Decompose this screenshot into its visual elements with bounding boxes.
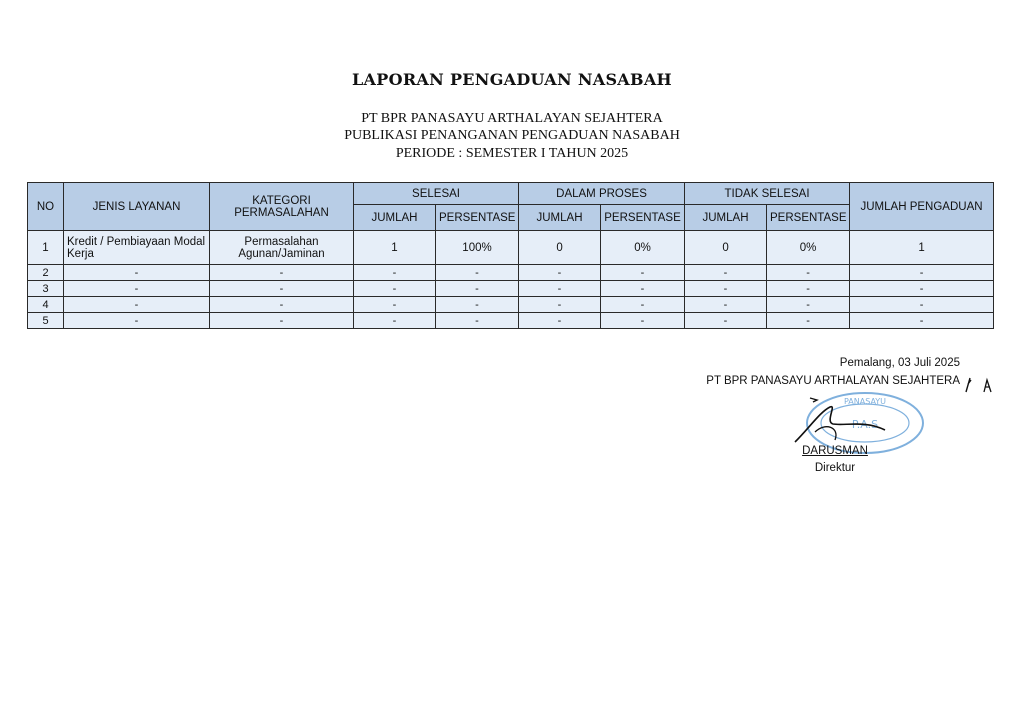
row-jumlah-pengaduan: 1 <box>850 231 994 265</box>
row-jumlah-pengaduan: - <box>850 281 994 297</box>
row-no: 3 <box>28 281 64 297</box>
row-selesai-persentase: - <box>436 313 519 329</box>
row-tidak-jumlah: - <box>685 265 767 281</box>
header-proses-persentase: PERSENTASE <box>601 205 685 231</box>
signer-role: Direktur <box>814 462 856 474</box>
row-tidak-jumlah: - <box>685 281 767 297</box>
row-selesai-persentase: - <box>436 297 519 313</box>
signer-name: DARUSMAN <box>802 445 868 457</box>
row-jumlah-pengaduan: - <box>850 265 994 281</box>
row-proses-jumlah: - <box>519 281 601 297</box>
header-selesai-jumlah: JUMLAH <box>354 205 436 231</box>
row-no: 4 <box>28 297 64 313</box>
row-kategori: - <box>210 265 354 281</box>
publication-line: PUBLIKASI PENANGANAN PENGADUAN NASABAH <box>344 128 680 143</box>
svg-text:PANASAYU: PANASAYU <box>843 397 887 406</box>
row-no: 2 <box>28 265 64 281</box>
row-jenis-layanan: - <box>64 265 210 281</box>
row-selesai-jumlah: - <box>354 281 436 297</box>
row-no: 1 <box>28 231 64 265</box>
row-tidak-persentase: - <box>767 313 850 329</box>
header-selesai-persentase: PERSENTASE <box>436 205 519 231</box>
table-row <box>28 297 994 313</box>
report-title: LAPORAN PENGADUAN NASABAH <box>352 70 672 89</box>
signature-company: PT BPR PANASAYU ARTHALAYAN SEJAHTERA <box>706 375 960 387</box>
row-proses-persentase: - <box>601 313 685 329</box>
header-kategori: KATEGORI PERMASALAHAN <box>210 183 354 231</box>
row-tidak-jumlah: - <box>685 313 767 329</box>
row-proses-persentase: - <box>601 265 685 281</box>
row-kategori: Permasalahan Agunan/Jaminan <box>210 231 354 265</box>
header-group-selesai: SELESAI <box>354 183 519 205</box>
row-selesai-persentase: 100% <box>436 231 519 265</box>
row-selesai-jumlah: 1 <box>354 231 436 265</box>
row-tidak-jumlah: - <box>685 297 767 313</box>
header-tidak-persentase: PERSENTASE <box>767 205 850 231</box>
header-tidak-jumlah: JUMLAH <box>685 205 767 231</box>
row-selesai-jumlah: - <box>354 265 436 281</box>
row-jenis-layanan: - <box>64 297 210 313</box>
place-date: Pemalang, 03 Juli 2025 <box>839 357 960 369</box>
row-proses-jumlah: - <box>519 297 601 313</box>
row-proses-persentase: 0% <box>601 231 685 265</box>
row-proses-jumlah: 0 <box>519 231 601 265</box>
row-tidak-persentase: - <box>767 265 850 281</box>
table-row <box>28 265 994 281</box>
table-row <box>28 281 994 297</box>
row-kategori: - <box>210 297 354 313</box>
row-selesai-persentase: - <box>436 265 519 281</box>
svg-text:P.A.S: P.A.S <box>851 418 879 431</box>
header-group-tidak-selesai: TIDAK SELESAI <box>685 183 850 205</box>
row-proses-persentase: - <box>601 281 685 297</box>
header-no: NO <box>28 183 64 231</box>
header-jumlah-pengaduan: JUMLAH PENGADUAN <box>850 183 994 231</box>
header-group-dalam-proses: DALAM PROSES <box>519 183 685 205</box>
row-selesai-jumlah: - <box>354 313 436 329</box>
row-tidak-jumlah: 0 <box>685 231 767 265</box>
header-jenis-layanan: JENIS LAYANAN <box>64 183 210 231</box>
row-tidak-persentase: 0% <box>767 231 850 265</box>
table-row <box>28 231 994 265</box>
company-name: PT BPR PANASAYU ARTHALAYAN SEJAHTERA <box>361 111 663 126</box>
row-jenis-layanan: Kredit / Pembiayaan Modal Kerja <box>64 231 210 265</box>
row-no: 5 <box>28 313 64 329</box>
row-tidak-persentase: - <box>767 297 850 313</box>
row-tidak-persentase: - <box>767 281 850 297</box>
row-selesai-jumlah: - <box>354 297 436 313</box>
header-proses-jumlah: JUMLAH <box>519 205 601 231</box>
director-signature <box>785 392 905 452</box>
row-jumlah-pengaduan: - <box>850 297 994 313</box>
row-kategori: - <box>210 313 354 329</box>
row-proses-jumlah: - <box>519 265 601 281</box>
header-row-top <box>28 183 994 205</box>
table-row <box>28 313 994 329</box>
initials-mark <box>962 370 1002 396</box>
row-jenis-layanan: - <box>64 281 210 297</box>
period-line: PERIODE : SEMESTER I TAHUN 2025 <box>395 146 629 161</box>
row-jumlah-pengaduan: - <box>850 313 994 329</box>
complaint-table <box>27 182 994 329</box>
row-proses-persentase: - <box>601 297 685 313</box>
row-selesai-persentase: - <box>436 281 519 297</box>
row-proses-jumlah: - <box>519 313 601 329</box>
row-jenis-layanan: - <box>64 313 210 329</box>
row-kategori: - <box>210 281 354 297</box>
